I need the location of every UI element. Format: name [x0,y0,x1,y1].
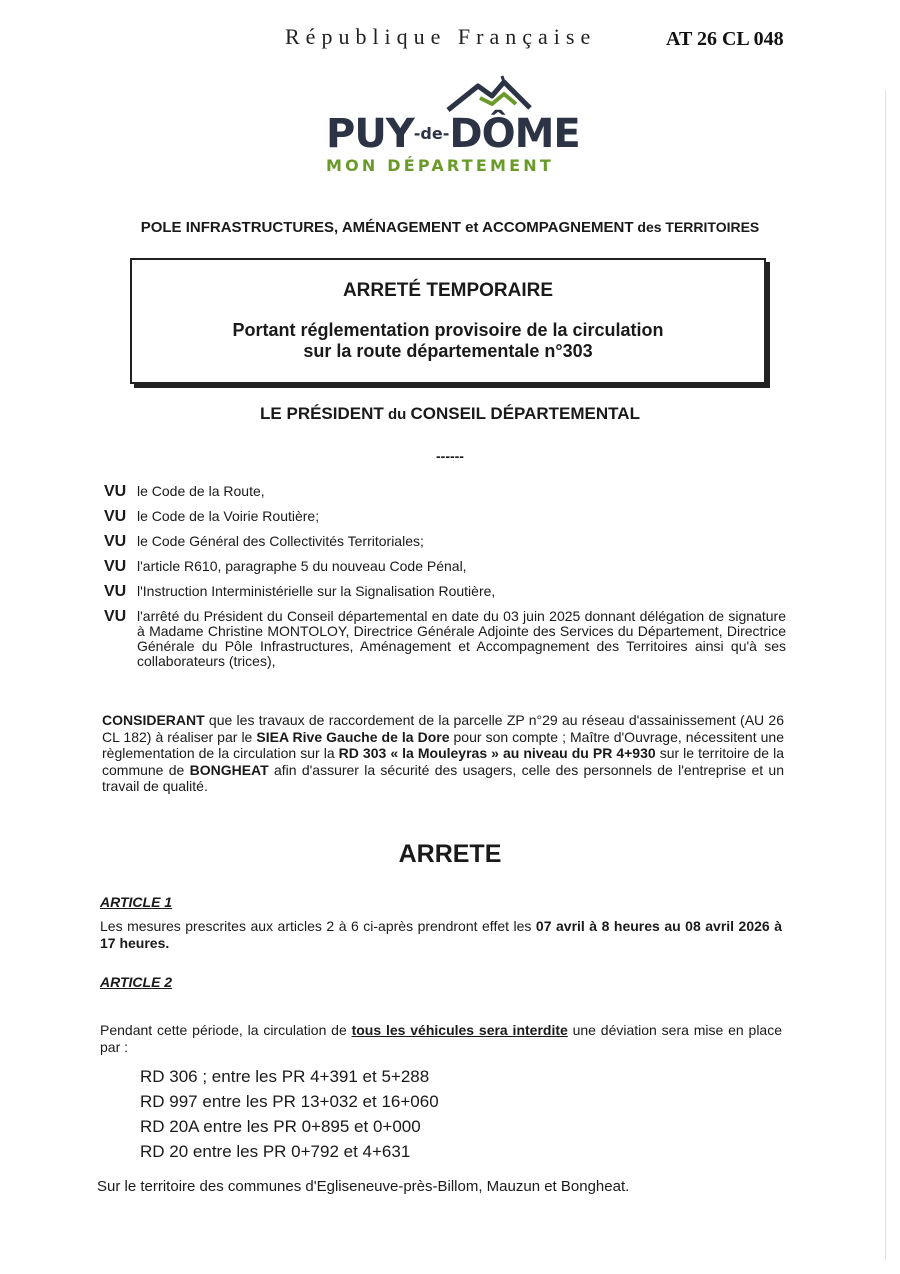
vu-item: VU l'arrêté du Président du Conseil départemental en date du 03 juin 2025 donnant délégation de signature à Madame Christine MONTOLOY, Directrice Générale Adjointe des Services du Département, Directrice Générale du Pôle Infrastructures, Aménagement et Accompagnement des Territoires ainsi qu'à ses collaborateurs (trices), [104,608,786,669]
logo-tagline: MON DÉPARTEMENT [326,156,554,175]
separator: ------ [436,448,464,464]
article-2-heading: ARTICLE 2 [100,974,173,990]
title-box [130,258,766,384]
deviation-routes [140,1064,439,1164]
republique-francaise: République Française [285,24,597,49]
vu-item: VU le Code Général des Collectivités Territoriales; [104,533,424,550]
route-item: RD 306 ; entre les PR 4+391 et 5+288 [140,1067,430,1086]
logo-wordmark: $PUY^{-de-}DÔME$ [326,111,580,157]
vu-item: VU l'Instruction Interministérielle sur la Signalisation Routière, [104,583,496,600]
considerant-paragraph: CONSIDERANT que les travaux de raccordement de la parcelle ZP n°29 au réseau d'assainissement (AU 26 CL 182) à réaliser par le SIEA Rive Gauche de la Dore pour son compte ; Maître d'Ouvrage, nécessitent une règlementation de la circulation sur la RD 303 « la Mouleyras » au niveau du PR 4+930 sur le territoire de la commune de BONGHEAT afin d'assurer la sécurité des usagers, celle des personnels de l'entreprise et un travail de qualité. [102,712,784,794]
route-item: RD 997 entre les PR 13+032 et 16+060 [140,1092,439,1111]
article-1-heading: ARTICLE 1 [100,894,173,910]
communes-text: Sur le territoire des communes d'Egliseneuve-près-Billom, Mauzun et Bongheat. [97,1178,630,1195]
arrete-heading: ARRETE [398,840,502,868]
vu-list [104,484,786,679]
route-item: RD 20 entre les PR 0+792 et 4+631 [140,1142,411,1161]
article-1-text: Les mesures prescrites aux articles 2 à 6 ci-après prendront effet les 07 avril à 8 heures au 08 avril 2026 à 17 heures. [100,918,782,951]
article-2-text: Pendant cette période, la circulation de tous les véhicules sera interdite une déviation sera mise en place par : [100,1022,783,1055]
vu-item: VU l'article R610, paragraphe 5 du nouveau Code Pénal, [104,558,467,575]
arrete-temporaire-title: ARRETÉ TEMPORAIRE [342,280,554,301]
president-heading: LE PRÉSIDENT du CONSEIL DÉPARTEMENTAL [260,404,640,423]
mountain-icon [440,72,540,114]
vu-item: VU le Code de la Route, [104,483,265,500]
pole-heading: POLE INFRASTRUCTURES, AMÉNAGEMENT et ACCOMPAGNEMENT des TERRITOIRES [140,219,760,236]
vu-item: VU le Code de la Voirie Routière; [104,508,320,525]
route-item: RD 20A entre les PR 0+895 et 0+000 [140,1117,421,1136]
arrete-subtitle: Portant réglementation provisoire de la circulation sur la route départementale n°303 [232,320,664,361]
document-reference: AT 26 CL 048 [666,28,784,50]
department-logo [322,72,582,178]
page-edge-divider [885,90,886,1260]
